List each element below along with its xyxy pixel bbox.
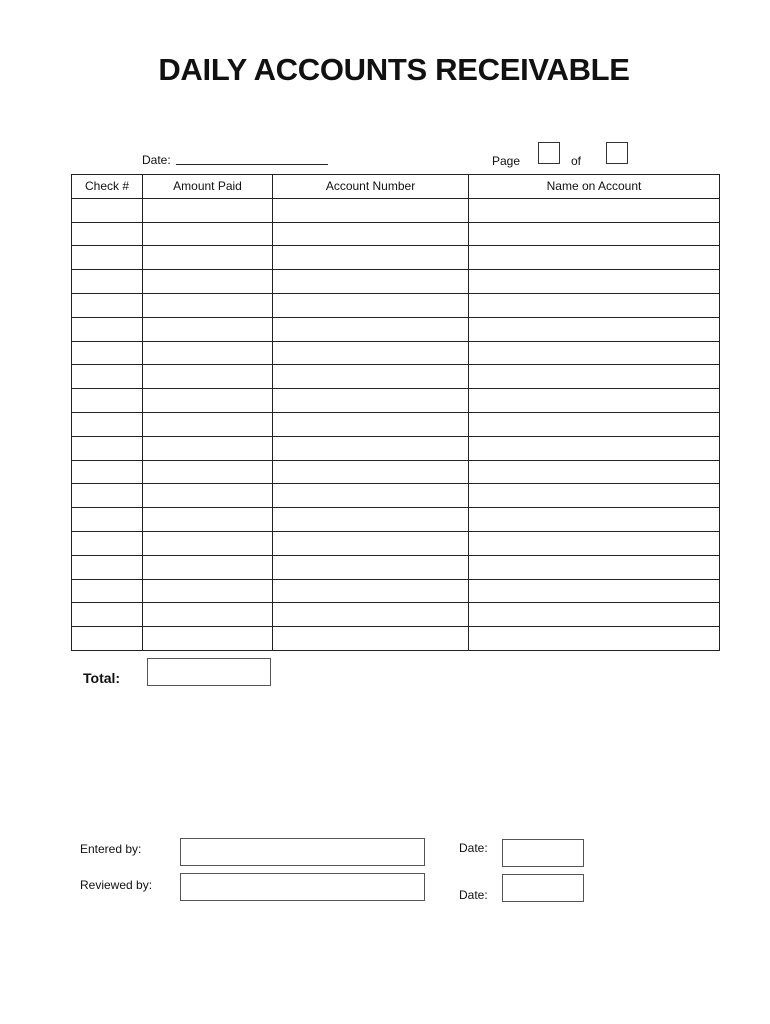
amount-paid-cell[interactable] xyxy=(143,293,273,317)
amount-paid-cell[interactable] xyxy=(143,436,273,460)
check-cell[interactable] xyxy=(72,603,143,627)
table-row xyxy=(72,198,720,222)
name-on-account-cell[interactable] xyxy=(469,412,720,436)
account-number-cell[interactable] xyxy=(273,412,469,436)
amount-paid-cell[interactable] xyxy=(143,460,273,484)
check-cell[interactable] xyxy=(72,460,143,484)
amount-paid-cell[interactable] xyxy=(143,341,273,365)
account-number-cell[interactable] xyxy=(273,436,469,460)
account-number-cell[interactable] xyxy=(273,603,469,627)
name-on-account-cell[interactable] xyxy=(469,198,720,222)
name-on-account-cell[interactable] xyxy=(469,270,720,294)
check-cell[interactable] xyxy=(72,341,143,365)
table-row xyxy=(72,341,720,365)
amount-paid-cell[interactable] xyxy=(143,603,273,627)
account-number-cell[interactable] xyxy=(273,531,469,555)
reviewed-by-field[interactable] xyxy=(180,873,425,901)
table-row xyxy=(72,412,720,436)
name-on-account-cell[interactable] xyxy=(469,484,720,508)
amount-paid-cell[interactable] xyxy=(143,627,273,651)
account-number-cell[interactable] xyxy=(273,222,469,246)
amount-paid-cell[interactable] xyxy=(143,389,273,413)
check-cell[interactable] xyxy=(72,222,143,246)
check-cell[interactable] xyxy=(72,436,143,460)
amount-paid-cell[interactable] xyxy=(143,484,273,508)
page-label: Page xyxy=(492,154,521,168)
page-total-box[interactable] xyxy=(606,142,628,164)
date-label: Date: xyxy=(142,153,171,167)
check-cell[interactable] xyxy=(72,579,143,603)
receivables-table xyxy=(71,174,720,651)
name-on-account-cell[interactable] xyxy=(469,627,720,651)
account-number-cell[interactable] xyxy=(273,579,469,603)
name-on-account-cell[interactable] xyxy=(469,365,720,389)
account-number-cell[interactable] xyxy=(273,365,469,389)
table-row xyxy=(72,484,720,508)
table-row xyxy=(72,555,720,579)
column-header-account-number: Account Number xyxy=(273,175,469,199)
name-on-account-cell[interactable] xyxy=(469,436,720,460)
account-number-cell[interactable] xyxy=(273,389,469,413)
account-number-cell[interactable] xyxy=(273,555,469,579)
amount-paid-cell[interactable] xyxy=(143,412,273,436)
column-header-check: Check # xyxy=(72,175,143,199)
table-row xyxy=(72,389,720,413)
amount-paid-cell[interactable] xyxy=(143,508,273,532)
check-cell[interactable] xyxy=(72,246,143,270)
account-number-cell[interactable] xyxy=(273,270,469,294)
account-number-cell[interactable] xyxy=(273,484,469,508)
check-cell[interactable] xyxy=(72,412,143,436)
page-number-box[interactable] xyxy=(538,142,560,164)
table-row xyxy=(72,579,720,603)
table-row xyxy=(72,436,720,460)
check-cell[interactable] xyxy=(72,627,143,651)
entered-date-label: Date: xyxy=(459,841,488,855)
table-row xyxy=(72,293,720,317)
name-on-account-cell[interactable] xyxy=(469,579,720,603)
check-cell[interactable] xyxy=(72,365,143,389)
amount-paid-cell[interactable] xyxy=(143,555,273,579)
name-on-account-cell[interactable] xyxy=(469,317,720,341)
total-label: Total: xyxy=(83,670,121,686)
total-field[interactable] xyxy=(147,658,271,686)
of-label: of xyxy=(571,154,582,168)
check-cell[interactable] xyxy=(72,198,143,222)
check-cell[interactable] xyxy=(72,270,143,294)
account-number-cell[interactable] xyxy=(273,198,469,222)
amount-paid-cell[interactable] xyxy=(143,270,273,294)
table-row xyxy=(72,508,720,532)
check-cell[interactable] xyxy=(72,508,143,532)
reviewed-date-label: Date: xyxy=(459,888,488,902)
account-number-cell[interactable] xyxy=(273,246,469,270)
amount-paid-cell[interactable] xyxy=(143,222,273,246)
amount-paid-cell[interactable] xyxy=(143,579,273,603)
name-on-account-cell[interactable] xyxy=(469,389,720,413)
check-cell[interactable] xyxy=(72,389,143,413)
name-on-account-cell[interactable] xyxy=(469,603,720,627)
date-line-field[interactable] xyxy=(176,164,328,165)
name-on-account-cell[interactable] xyxy=(469,246,720,270)
form-title: DAILY ACCOUNTS RECEIVABLE xyxy=(158,52,630,87)
account-number-cell[interactable] xyxy=(273,460,469,484)
entered-by-field[interactable] xyxy=(180,838,425,866)
name-on-account-cell[interactable] xyxy=(469,222,720,246)
table-row xyxy=(72,460,720,484)
amount-paid-cell[interactable] xyxy=(143,246,273,270)
table-row xyxy=(72,222,720,246)
account-number-cell[interactable] xyxy=(273,341,469,365)
column-header-amount-paid: Amount Paid xyxy=(143,175,273,199)
table-row xyxy=(72,365,720,389)
table-row xyxy=(72,317,720,341)
table-body xyxy=(72,198,720,650)
name-on-account-cell[interactable] xyxy=(469,293,720,317)
table-header-row xyxy=(72,175,720,199)
entered-by-label: Entered by: xyxy=(80,842,142,856)
name-on-account-cell[interactable] xyxy=(469,508,720,532)
check-cell[interactable] xyxy=(72,484,143,508)
name-on-account-cell[interactable] xyxy=(469,531,720,555)
table-row xyxy=(72,627,720,651)
table-row xyxy=(72,246,720,270)
reviewed-by-label: Reviewed by: xyxy=(80,878,153,892)
column-header-name-on-account: Name on Account xyxy=(469,175,720,199)
account-number-cell[interactable] xyxy=(273,317,469,341)
account-number-cell[interactable] xyxy=(273,508,469,532)
table-row xyxy=(72,270,720,294)
name-on-account-cell[interactable] xyxy=(469,555,720,579)
amount-paid-cell[interactable] xyxy=(143,365,273,389)
reviewed-date-field[interactable] xyxy=(502,874,584,902)
amount-paid-cell[interactable] xyxy=(143,198,273,222)
table-row xyxy=(72,603,720,627)
account-number-cell[interactable] xyxy=(273,293,469,317)
check-cell[interactable] xyxy=(72,317,143,341)
table-row xyxy=(72,531,720,555)
amount-paid-cell[interactable] xyxy=(143,317,273,341)
check-cell[interactable] xyxy=(72,293,143,317)
name-on-account-cell[interactable] xyxy=(469,341,720,365)
check-cell[interactable] xyxy=(72,555,143,579)
name-on-account-cell[interactable] xyxy=(469,460,720,484)
entered-date-field[interactable] xyxy=(502,839,584,867)
check-cell[interactable] xyxy=(72,531,143,555)
account-number-cell[interactable] xyxy=(273,627,469,651)
amount-paid-cell[interactable] xyxy=(143,531,273,555)
